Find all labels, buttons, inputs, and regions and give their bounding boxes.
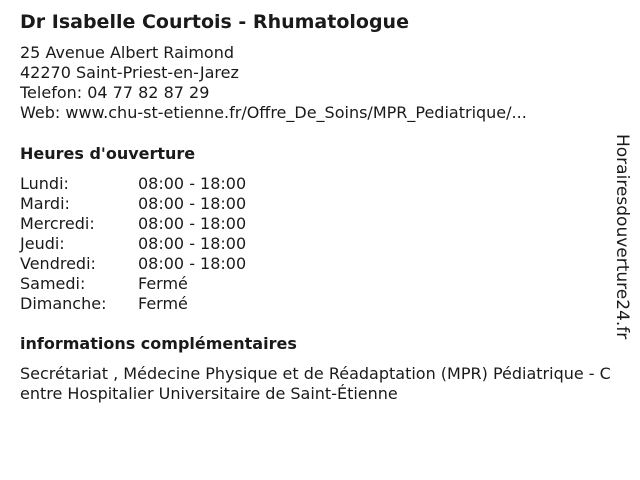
day-label: Jeudi: [20, 234, 65, 253]
day-hours: 08:00 - 18:00 [138, 194, 247, 213]
city-address: 42270 Saint-Priest-en-Jarez [20, 63, 239, 82]
additional-info-text: Secrétariat , Médecine Physique et de Réadaptation (MPR) Pédiatrique - Centre Hospitalier Universitaire de Saint-Étienne [20, 364, 611, 403]
street-address: 25 Avenue Albert Raimond [20, 43, 234, 62]
day-hours: 08:00 - 18:00 [138, 174, 247, 193]
day-label: Lundi: [20, 174, 69, 193]
additional-info-heading: informations complémentaires [20, 334, 297, 353]
page-title: Dr Isabelle Courtois - Rhumatologue [20, 11, 409, 33]
day-hours: 08:00 - 18:00 [138, 234, 247, 253]
web-line [20, 103, 527, 123]
website-link[interactable]: www.chu-st-etienne.fr/Offre_De_Soins/MPR_Pediatrique/... [65, 103, 527, 122]
phone-label: Telefon: [20, 83, 83, 102]
day-hours: 08:00 - 18:00 [138, 214, 247, 233]
opening-hours-heading: Heures d'ouverture [20, 144, 196, 163]
site-watermark: Horairesdouverture24.fr [612, 134, 632, 340]
web-label: Web: [20, 103, 61, 122]
day-label: Mercredi: [20, 214, 95, 233]
address-block [20, 43, 527, 123]
phone-line [20, 83, 527, 103]
day-label: Mardi: [20, 194, 70, 213]
day-hours: Fermé [138, 294, 188, 313]
day-label: Samedi: [20, 274, 86, 293]
day-hours: 08:00 - 18:00 [138, 254, 247, 273]
day-hours: Fermé [138, 274, 188, 293]
day-label: Dimanche: [20, 294, 107, 313]
day-label: Vendredi: [20, 254, 96, 273]
phone-number[interactable]: 04 77 82 87 29 [87, 83, 210, 102]
